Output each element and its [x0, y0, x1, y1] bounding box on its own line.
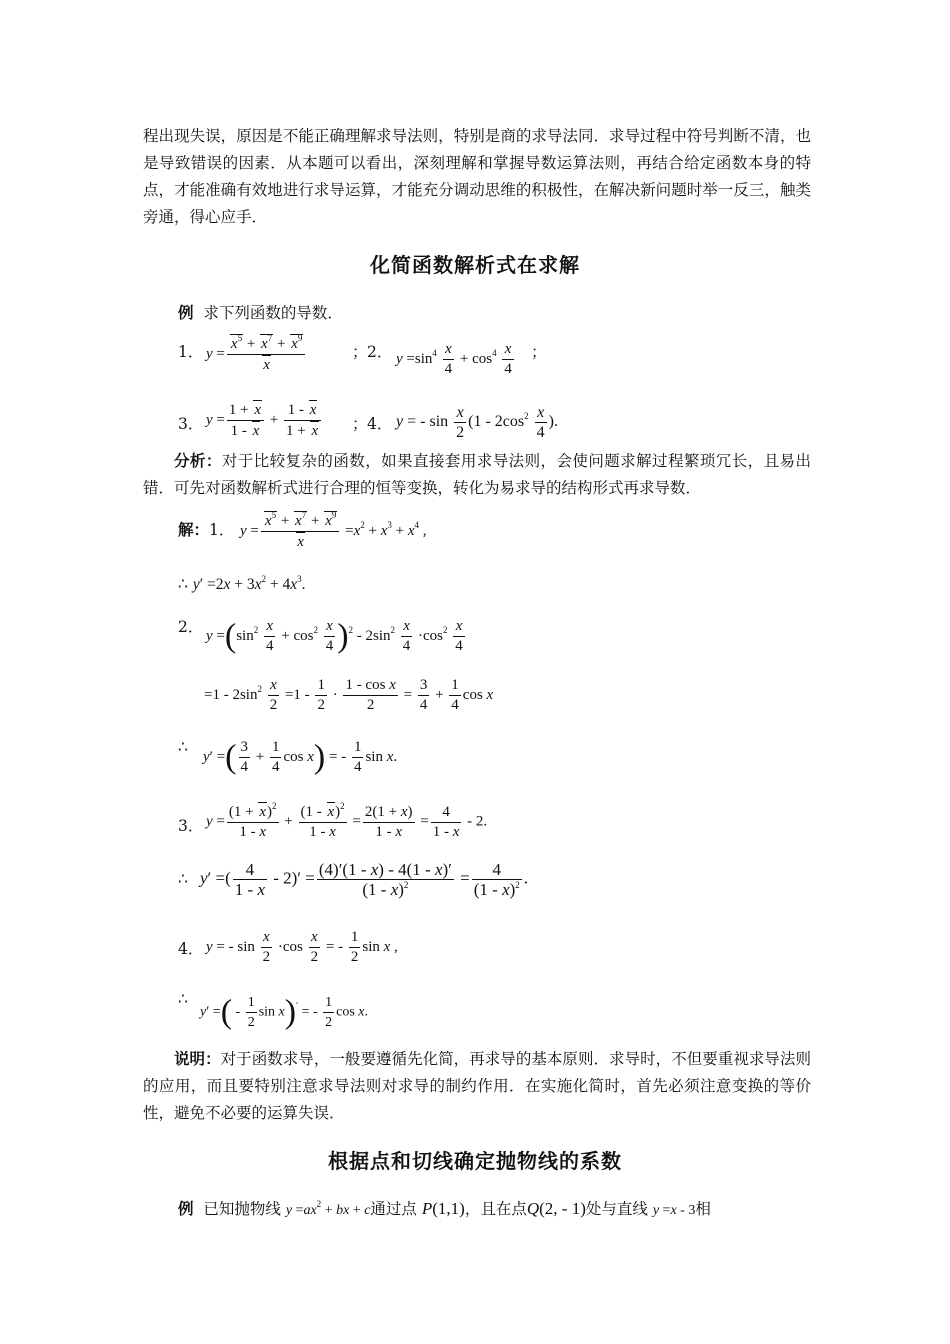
solution-2-formula-a: $y =(\sin^2$ $\frac{x}{4}$ + $\cos^2$ $\frac{x}{4}$ )$^2 - 2\sin^2$ $\frac{x}{4}$ $\cdot\cos^2$ $\frac{x}{4}$	[206, 617, 463, 655]
section2-example-label: 例	[178, 1199, 194, 1218]
problem-3-number: 3．	[178, 415, 204, 433]
solution-label: 解：	[178, 520, 210, 539]
solution-1-formula: y = $\frac{x^5 + x^7 + x^9}{x}$ $=x^2 + x^3 + x^4$ ,	[240, 510, 427, 550]
problem-1-number: 1．	[178, 343, 204, 361]
therefore-4-formula: y′ =( - $\frac{1}{2}$ sin x)′ = - $\frac{1}{2}$ cos x.	[200, 993, 368, 1031]
problem-2-number: 2．	[367, 343, 393, 361]
problem-1-formula: y = $\frac{x^5 + x^7 + x^9}{x}$	[206, 334, 307, 375]
problem-3-formula: y = $\frac{1 + x}{1 - x}$ + $\frac{1 - x}{1 + x}$	[206, 400, 323, 441]
analysis-label: 分析：	[174, 451, 222, 470]
therefore-3-symbol: ∴	[178, 870, 188, 888]
problem-2-formula: $y =\sin^4$ $\frac{x}{4}$ + $\cos^4$ $\frac{x}{4}$	[396, 341, 512, 377]
semicolon-1: ；	[352, 343, 368, 361]
solution-4-formula: y = - sin $\frac{x}{2}$ ·cos $\frac{x}{2}$ = - $\frac{1}{2}$ sin x ,	[206, 929, 398, 965]
section1-title: 化简函数解析式在求解	[370, 253, 580, 277]
analysis-text: 对于比较复杂的函数，如果直接套用求导法则，会使问题求解过程繁琐冗长，且易出错．可先对函数解析式进行合理的恒等变换，转化为易求导的结构形式再求导数．	[143, 452, 811, 497]
example-label: 例	[178, 303, 194, 322]
intro-paragraph: 程出现失误，原因是不能正确理解求导法则，特别是商的求导法同．求导过程中符号判断不清，也是导致错误的因素．从本题可以看出，深刻理解和掌握导数运算法则，再结合给定函数本身的特点，才能准确有效地进行求导运算，才能充分调动思维的积极性，在解决新问题时举一反三，触类旁通，得心应手．	[143, 127, 811, 226]
solution-4-number: 4．	[178, 940, 204, 958]
therefore-4-symbol: ∴	[178, 990, 188, 1008]
example-line	[178, 301, 343, 323]
note-text: 对于函数求导，一般要遵循先化简，再求导的基本原则．求导时，不但要重视求导法则的应用，而且要特别注意求导法则对求导的制约作用．在实施化简时，首先必须注意变换的等价性，避免不必要的运算失误．	[143, 1050, 811, 1122]
therefore-2-formula: y′ =( $\frac{3}{4}$ + $\frac{1}{4}$ cos x) = - $\frac{1}{4}$ sin x.	[203, 738, 398, 776]
solution-3-formula: y = $\frac{(1 + x)^2}{1 - x}$ + $\frac{(1 - x)^2}{1 - x}$ = $\frac{2(1 + x)}{1 - x}$ = $\frac{4}{1 - x}$ - 2.	[206, 801, 488, 840]
semicolon-3: ；	[352, 415, 368, 433]
note-label: 说明：	[174, 1049, 221, 1068]
note-paragraph	[143, 1045, 811, 1127]
analysis-paragraph	[143, 447, 811, 502]
solution-2-formula-b: $=1 - 2\sin^2$ $\frac{x}{2}$ =1 - $\frac{1}{2}$ · $\frac{\text{1 - cos x}}{2}$ = $\frac{3}{4}$ + $\frac{1}{4}$ cos x	[204, 677, 494, 713]
therefore-1: ∴ $y' =2x + 3x^2 + 4x^3$.	[178, 574, 306, 593]
solution-3-number: 3．	[178, 817, 204, 835]
therefore-2-symbol: ∴	[178, 738, 188, 756]
semicolon-2: ；	[531, 343, 547, 361]
solution-1-number: 1．	[209, 521, 235, 539]
example-text: 求下列函数的导数．	[203, 304, 343, 322]
solution-2-number: 2．	[178, 618, 204, 636]
solution-line	[178, 518, 234, 540]
problem-4-number: 4．	[367, 415, 393, 433]
problem-4-formula: y = - sin $\frac{x}{2}$ ($1 - 2\cos^2$ $\frac{x}{4}$ ).	[396, 404, 558, 441]
section2-title: 根据点和切线确定抛物线的系数	[328, 1149, 622, 1173]
section2-example-line: 例 已知抛物线 $y =ax^2$ + bx + c通过点 P(1,1)，且在点Q(2, - 1)处与直线 y =x - 3相	[178, 1199, 711, 1218]
therefore-3-formula: y′ =( $\frac{4}{1 - x}$ - 2)′ = $\frac{(4)'(1 - x) - 4(1 - x)'}{(1 - x)^2}$ = $\frac{4}{(1 - x)^2}$ .	[200, 860, 529, 899]
